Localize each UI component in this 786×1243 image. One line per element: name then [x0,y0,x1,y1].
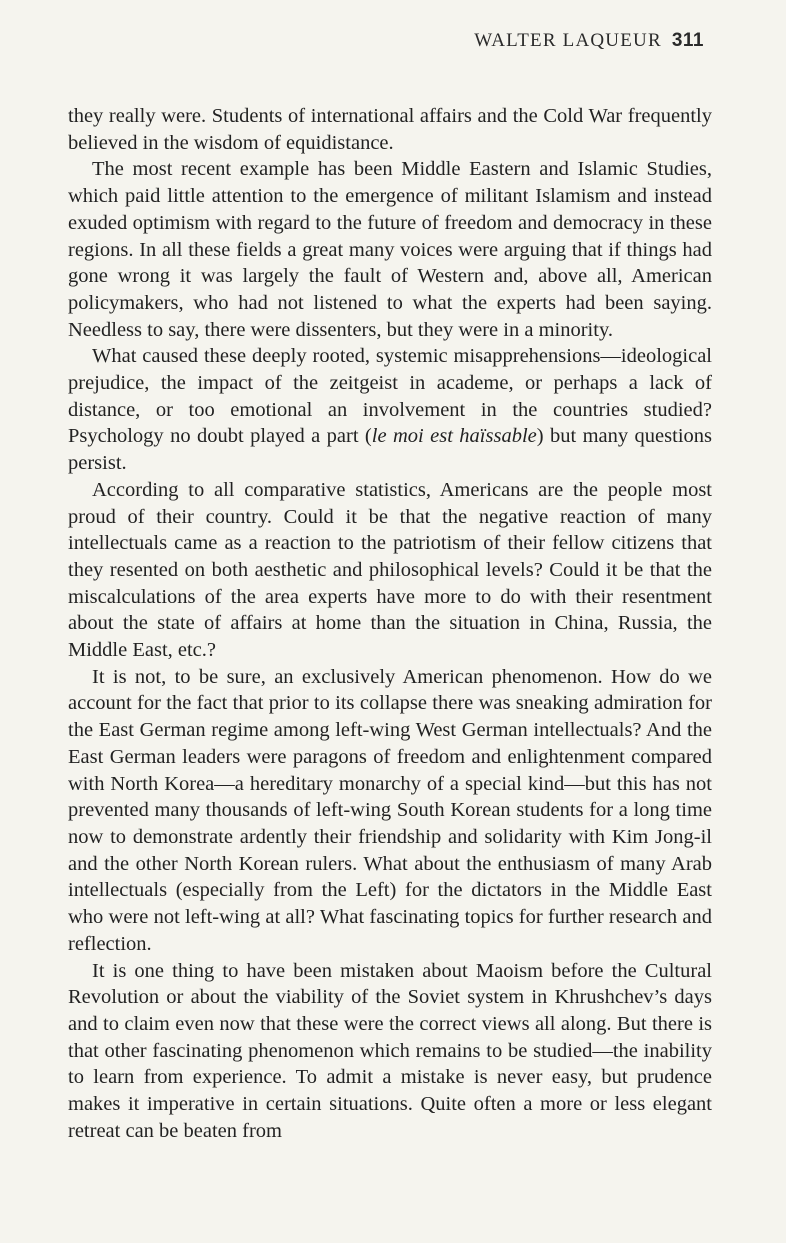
paragraph [68,103,712,156]
paragraph [68,156,712,343]
text-run: What caused these deeply rooted, systemic misapprehensions—ideological prejudice, the impact of the zeitgeist in academe, or perhaps a lack of distance, or too emotional an involvement in the countries studied? Psychology no doubt played a part ( [68,345,712,448]
text-run: It is not, to be sure, an exclusively American phenomenon. How do we account for the fact that prior to its collapse there was sneaking admiration for the East German regime among left-wing West German intellectuals? And the East German leaders were paragons of freedom and enlightenment compared with North Korea—a hereditary monarchy of a special kind—but this has not prevented many thousands of left-wing South Korean students for a long time now to demonstrate ardently their friendship and solidarity with Kim Jong-il and the other North Korean rulers. What about the enthusiasm of many Arab intellectuals (especially from the Left) for the dictators in the Middle East who were not left-wing at all? What fascinating topics for further research and reflection. [68,665,712,955]
paragraph [68,664,712,958]
body-text [68,103,712,1144]
text-run: According to all comparative statistics, Americans are the people most proud of their country. Could it be that the negative reaction of many intellectuals came as a reaction to the patriotism of their fellow citizens that they resented on both aesthetic and philosophical levels? Could it be that the miscalculations of the area experts have more to do with their resentment about the state of affairs at home than the situation in China, Russia, the Middle East, etc.? [68,478,712,662]
italic-phrase: le moi est haïssable [371,425,537,448]
running-head [474,30,704,52]
running-head-author: WALTER LAQUEUR [474,30,662,51]
text-run: The most recent example has been Middle Eastern and Islamic Studies, which paid little attention to the emergence of militant Islamism and instead exuded optimism with regard to the future of freedom and democracy in these regions. In all these fields a great many voices were arguing that if things had gone wrong it was largely the fault of Western and, above all, American policymakers, who had not listened to what the experts had been saying. Needless to say, there were dissenters, but they were in a minority. [68,158,712,341]
paragraph [68,958,712,1145]
page-number: 311 [671,30,704,51]
text-run: ) but many questions persist. [68,425,713,475]
paragraph [68,477,712,664]
text-run: they really were. Students of international affairs and the Cold War frequently believed in the wisdom of equidistance. [68,105,712,154]
paragraph [68,343,712,477]
text-run: It is one thing to have been mistaken about Maoism before the Cultural Revolution or about the viability of the Soviet system in Khrushchev’s days and to claim even now that these were the correct views all along. But there is that other fascinating phenomenon which remains to be studied—the inability to learn from experience. To admit a mistake is never easy, but prudence makes it imperative in certain situations. Quite often a more or less elegant retreat can be beaten from [68,959,712,1142]
